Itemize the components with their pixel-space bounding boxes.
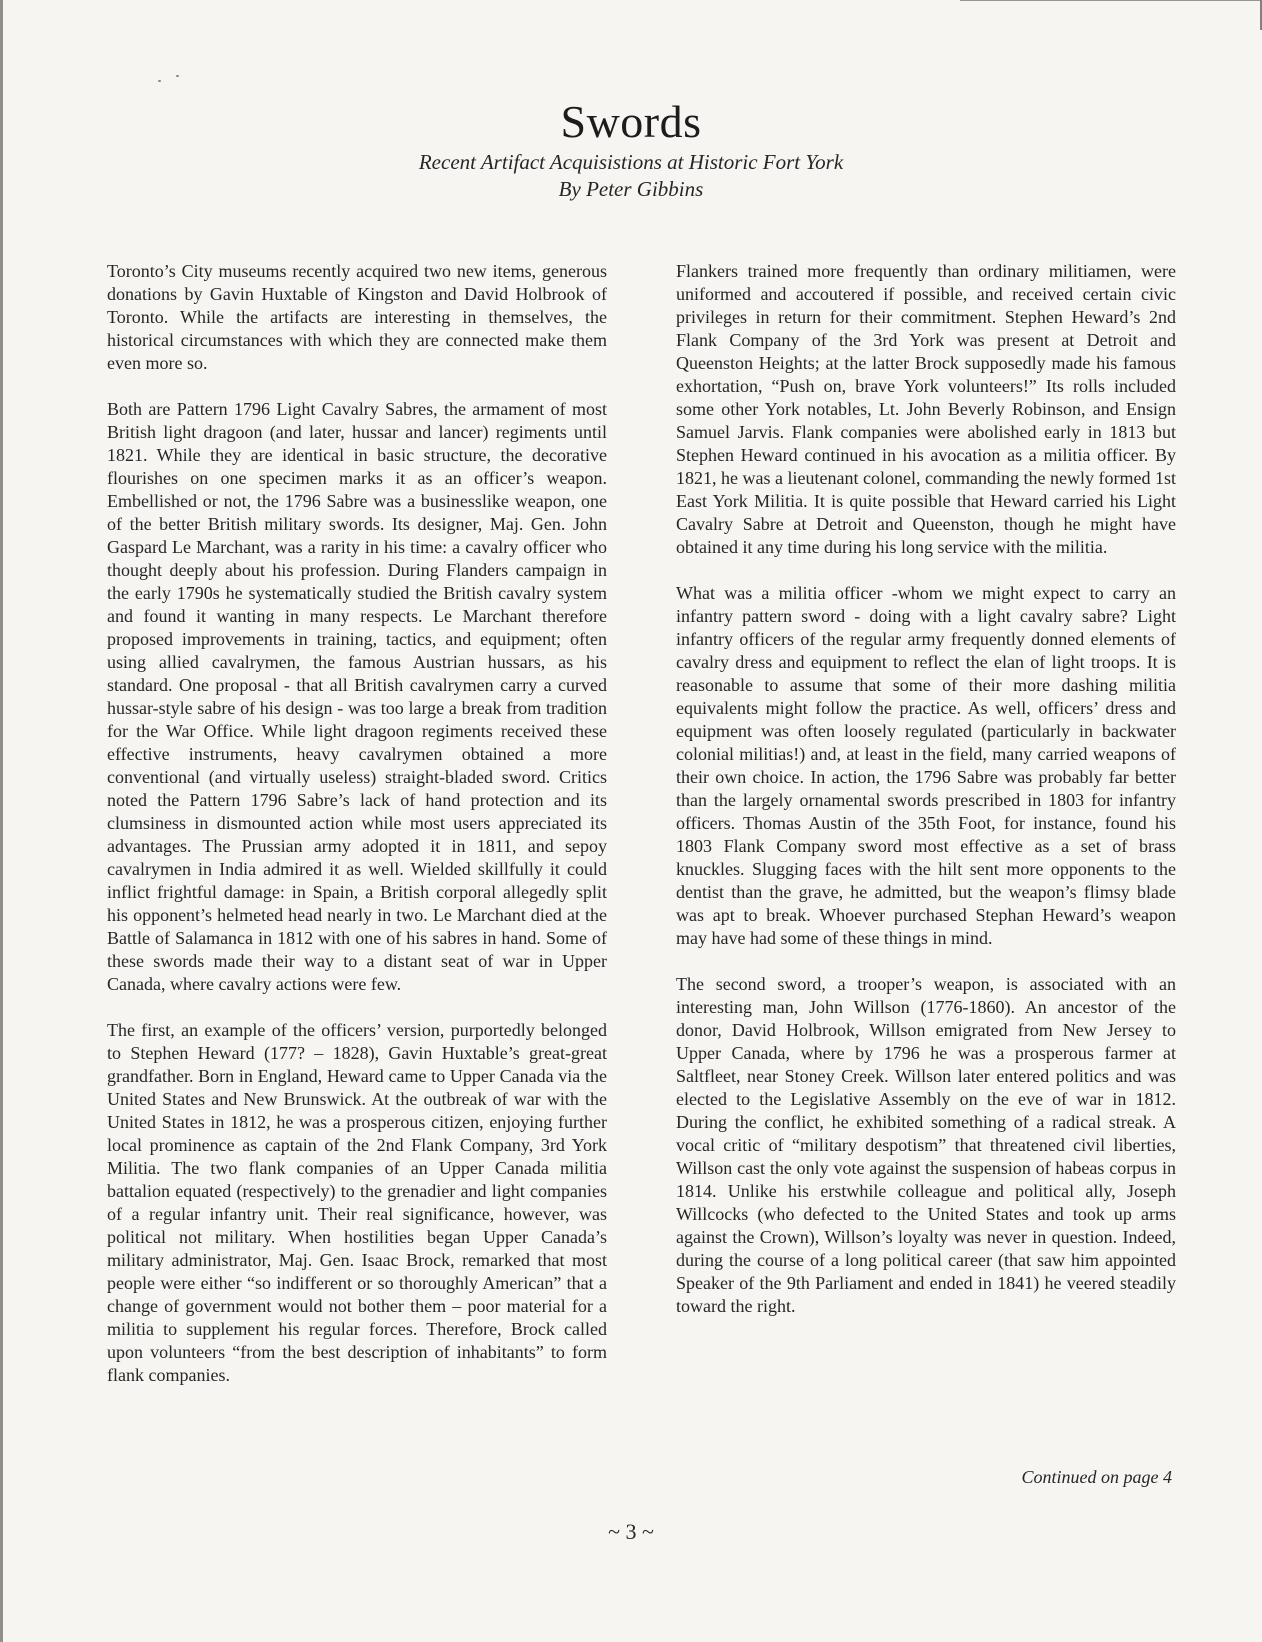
article-byline: By Peter Gibbins — [558, 177, 704, 201]
page-title: Swords — [560, 96, 702, 147]
paragraph: The second sword, a trooper’s weapon, is associated with an interesting man, John Willson (1776-1860). An ancestor of the donor, David Holbrook, Willson emigrated from New Jersey to Upper Canada, where by 1796 he was a prosperous farmer at Saltfleet, near Stoney Creek. Willson later entered politics and was elected to the Legislative Assembly on the eve of war in 1812. During the conflict, he exhibited something of a radical streak. A vocal critic of “military despotism” that threatened civil liberties, Willson cast the only vote against the suspension of habeas corpus in 1814. Unlike his erstwhile colleague and political ally, Joseph Willcocks (who defected to the United States and took up arms against the Crown), Willson’s loyalty was never in question. Indeed, during the course of a long political career (that saw him appointed Speaker of the 9th Parliament and ended in 1841) he veered steadily toward the right. — [676, 974, 1176, 1316]
paragraph: The first, an example of the officers’ version, purportedly belonged to Stephen Heward (177? – 1828), Gavin Huxtable’s great-great grandfather. Born in England, Heward came to Upper Canada via the United States and New Brunswick. At the outbreak of war with the United States in 1812, he was a prosperous citizen, enjoying further local prominence as captain of the 2nd Flank Company, 3rd York Militia. The two flank companies of an Upper Canada militia battalion equated (respectively) to the grenadier and light companies of a regular infantry unit. Their real significance, however, was political not military. When hostilities began Upper Canada’s military administrator, Maj. Gen. Isaac Brock, remarked that most people were either “so indifferent or so thoroughly American” that a change of government would not bother them – poor material for a militia to supplement his regular forces. Therefore, Brock called upon volunteers “from the best description of inhabitants” to form flank companies. — [107, 1020, 607, 1385]
scan-speck — [158, 80, 161, 82]
paragraph: Flankers trained more frequently than ordinary militiamen, were uniformed and accoutered if possible, and received certain civic privileges in return for their commitment. Stephen Heward’s 2nd Flank Company of the 3rd York was present at Detroit and Queenston Heights; at the latter Brock supposedly made his famous exhortation, “Push on, brave York volunteers!” Its rolls included some other York notables, Lt. John Beverly Robinson, and Ensign Samuel Jarvis. Flank companies were abolished early in 1813 but Stephen Heward continued in his avocation as a militia officer. By 1821, he was a lieutenant colonel, commanding the newly formed 1st East York Militia. It is quite possible that Heward carried his Light Cavalry Sabre at Detroit and Queenston, though he might have obtained it any time during his long service with the militia. — [676, 261, 1176, 557]
paragraph: What was a militia officer -whom we might expect to carry an infantry pattern sword - doing with a light cavalry sabre? Light infantry officers of the regular army frequently donned elements of cavalry dress and equipment to reflect the elan of light troops. It is reasonable to assume that some of their more dashing militia equivalents might follow the practice. As well, officers’ dress and equipment was often loosely regulated (particularly in backwater colonial militias!) and, at least in the field, many carried weapons of their own choice. In action, the 1796 Sabre was probably far better than the largely ornamental swords prescribed in 1803 for infantry officers. Thomas Austin of the 35th Foot, for instance, found his 1803 Flank Company sword most effective as a set of brass knuckles. Slugging faces with the hilt sent more opponents to the dentist than the grave, he admitted, but the weapon’s flimsy blade was apt to break. Whoever purchased Stephan Heward’s weapon may have had some of these things in mind. — [676, 583, 1176, 948]
scan-speck — [176, 75, 179, 77]
article-subtitle: Recent Artifact Acquisistions at Historic Fort York — [418, 150, 844, 174]
paragraph: Both are Pattern 1796 Light Cavalry Sabres, the armament of most British light dragoon (and later, hussar and lancer) regiments until 1821. While they are identical in basic structure, the decorative flourishes on one specimen marks it as an officer’s weapon. Embellished or not, the 1796 Sabre was a businesslike weapon, one of the better British military swords. Its designer, Maj. Gen. John Gaspard Le Marchant, was a rarity in his time: a cavalry officer who thought deeply about his profession. During Flanders campaign in the early 1790s he systematically studied the British cavalry system and found it wanting in many respects. Le Marchant therefore proposed improvements in training, tactics, and equipment; often using allied cavalrymen, the famous Austrian hussars, as his standard. One proposal - that all British cavalrymen carry a curved hussar-style sabre of his design - was too large a break from tradition for the War Office. While light dragoon regiments received these effective instruments, heavy cavalrymen obtained a more conventional (and virtually useless) straight-bladed sword. Critics noted the Pattern 1796 Sabre’s lack of hand protection and its clumsiness in dismounted action while most users appreciated its advantages. The Prussian army adopted it in 1811, and sepoy cavalrymen in India admired it as well. Wielded skillfully it could inflict frightful damage: in Spain, a British corporal allegedly split his opponent’s helmeted head nearly in two. Le Marchant died at the Battle of Salamanca in 1812 with one of his sabres in hand. Some of these swords made their way to a distant seat of war in Upper Canada, where cavalry actions were few. — [107, 399, 607, 994]
left-column — [107, 260, 607, 1410]
scan-edge-top — [960, 0, 1260, 1]
continued-note: Continued on page 4 — [1021, 1467, 1172, 1487]
scan-edge-left — [0, 0, 3, 1642]
page-number: ~ 3 ~ — [608, 1519, 654, 1544]
paragraph: Toronto’s City museums recently acquired two new items, generous donations by Gavin Huxtable of Kingston and David Holbrook of Toronto. While the artifacts are interesting in themselves, the historical circumstances with which they are connected make them even more so. — [107, 261, 607, 373]
right-column — [676, 260, 1176, 1341]
